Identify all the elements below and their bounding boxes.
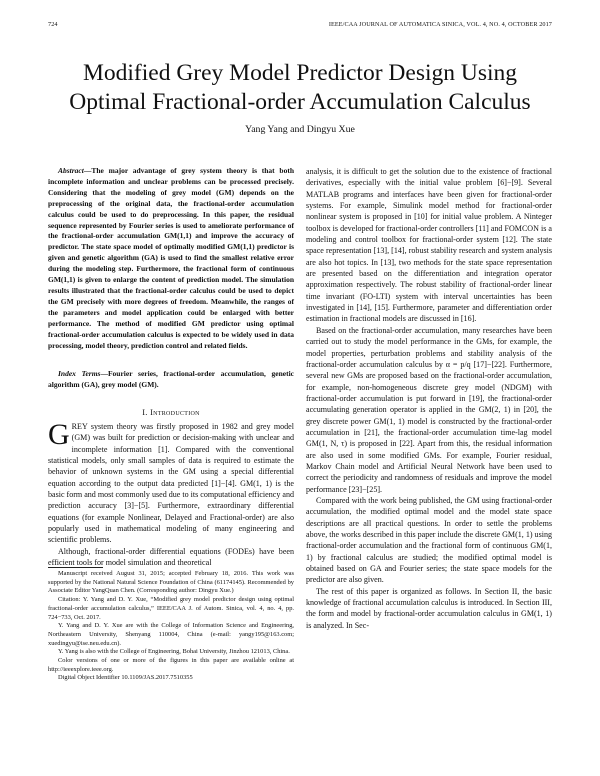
footnote-color-versions: Color versions of one or more of the figures in this paper are available online at http://ieeexplore.ieee.org.: [48, 657, 294, 673]
title-line-2: Optimal Fractional-order Accumulation Calculus: [69, 89, 531, 115]
intro-paragraph-2: Although, fractional-order differential equations (FODEs) have been efficient tools for model simulation and theoretical: [48, 546, 294, 568]
right-paragraph-2: Based on the fractional-order accumulation, many researches have been carried out to study the model performance in the GMs, for example, the model properties, perturbation problems and stability analysis of the fractional-order accumulation calculus by α = p/q [17]−[22]. Furthermore, several new GMs are proposed based on the fractional-order accumulation, for example, non-homogeneous discrete grey model (NDGM) with fractional-order accumulation is put forward in [19], the fractional-order accumulating generation operator is applied in the GM(2, 1) in [20], the grey discrete power GM(1, 1) model is constructed by the fractional-order accumulation in [21], the fractional-order accumulation time-lag model GM(1, N, τ) is proposed in [22]. Apart from this, the residual information are also used in some modified GMs. For example, Fourier residual, Markov Chain model and Artificial Neural Network have been used to correct the periodicity and randomness of residuals and improve the model performance [23]−[25].: [306, 325, 552, 494]
running-header: [48, 21, 552, 31]
footnote-manuscript: Manuscript received August 31, 2015; accepted February 18, 2016. This work was supported by the National Natural Science Foundation of China (61174145). Recommended by Associate Editor YangQuan Chen. (Corresponding author: Dingyu Xue.): [48, 570, 294, 595]
footnote-citation: Citation: Y. Yang and D. Y. Xue, “Modified grey model predictor design using optimal fractional-order accumulation calculus,” IEEE/CAA J. of Autom. Sinica, vol. 4, no. 4, pp. 724−733, Oct. 2017.: [48, 596, 294, 621]
paper-title: [40, 59, 560, 117]
index-terms: [48, 369, 294, 391]
right-column-body: [306, 166, 552, 631]
index-terms-text: —Fourier series, fractional-order accumulation, genetic algorithm (GA), grey model (GM).: [48, 369, 294, 389]
intro-paragraph-1: REY system theory was firstly proposed in 1982 and grey model (GM) was built for prediction or decision-making with unclear and incomplete information [1]. Compared with the conventional statistical models, only small samples of data is required to estimate the behavior of unknown systems in the GM using a special differential equation according to the output data predicted [1]−[4]. GM(1, 1) is the basic form and most commonly used due to its computational efficiency and prediction accuracy [3]−[5]. Furthermore, extraordinary differential equations (for example Nonlinear, Delayed and Fractional-order) are also popularly used in mathematical modeling of many engineering and scientific problems.: [48, 422, 294, 545]
footnote-affiliation-2: Y. Yang is also with the College of Engineering, Bohai University, Jinzhou 121013, China.: [58, 648, 290, 656]
right-paragraph-3: Compared with the work being published, the GM using fractional-order accumulation, the modified optimal model and the model state space descriptions are all practical questions. In order to settle the problems above, the works described in this paper include the discrete GM(1, 1) using fractional-order accumulation and the fractional form of continuous GM(1, 1) by fractional calculus are studied; the modified optimal model is obtained based on GA and Fourier series; the state space models for the predictor are also given.: [306, 495, 552, 585]
abstract-label: Abstract: [58, 166, 84, 175]
footnote-doi: Digital Object Identifier 10.1109/JAS.2017.7510355: [58, 674, 193, 682]
index-terms-label: Index Terms: [58, 369, 101, 378]
title-line-1: Modified Grey Model Predictor Design Using: [82, 60, 518, 86]
section-heading-introduction: I. Introduction: [142, 408, 200, 417]
author-list: Yang Yang and Dingyu Xue: [245, 124, 355, 135]
page-number: 724: [48, 21, 58, 28]
abstract: [48, 166, 294, 351]
drop-cap: G: [48, 418, 70, 451]
abstract-text: —The major advantage of grey system theory is that both incomplete information and unclear problems can be processed precisely. Considering that the modeling of grey model (GM) depends on the preprocessing of the original data, the fractional-order accumulation calculus could be used to do preprocessing. In this paper, the residual sequence represented by Fourier series is used to ameliorate performance of the fractional-order accumulation GM(1,1) and improve the accuracy of predictor. The state space model of optimally modified GM(1,1) predictor is given and genetic algorithm (GA) is used to find the smallest relative error during the modeling step. Furthermore, the fractional form of continuous GM(1,1) is given to enlarge the content of prediction model. The simulation results illustrated that the fractional-order calculus could be used to depict the GM precisely with more degrees of freedom. Meanwhile, the ranges of the parameters and model application could be enlarged with better performance. The method of modified GM predictor using optimal fractional-order accumulation calculus is expected to be widely used in data processing, model theory, prediction control and related fields.: [48, 166, 294, 350]
introduction-body: [48, 418, 294, 568]
right-paragraph-4: The rest of this paper is organized as follows. In Section II, the basic knowledge of fractional accumulation calculus is introduced. In Section III, the form and model by fractional-order accumulation calculus in GM(1, 1) is analyzed. In Sec-: [306, 586, 552, 630]
footnote-affiliation: Y. Yang and D. Y. Xue are with the College of Information Science and Engineering, Northeastern University, Shenyang 110004, China (e-mail: yangy195@163.com; xuedingyu@ise.neu.edu.cn).: [48, 622, 294, 647]
footnotes: [48, 570, 294, 683]
footnote-rule: [48, 567, 103, 568]
right-paragraph-1: analysis, it is difficult to get the solution due to the existence of fractional derivatives, especially with the initial value problem [6]−[9]. Several MATLAB programs and interfaces have been given for fractional-order systems. For example, Simulink model method for fractional-order nonlinear system is proposed in [10] for initial value problem. A Ninteger toolbox is developed for fractional-order controllers [11] and FOMCON is a modeling and control toolbox for fractional-order system [12]. The state space representation [13], [14], robust stability research and system analysis are also hot topics. In [13], two methods for the state space representation are presented based on the differentiation and integration operator approximation respectively. The robust stability of fractional-order linear time invariant (FO-LTI) system with interval uncertainties has been investigated in [14], [15]. Furthermore, parameter and differentiation order estimation in fractional models are discussed in [16].: [306, 167, 552, 324]
journal-name: IEEE/CAA JOURNAL OF AUTOMATICA SINICA, VOL. 4, NO. 4, OCTOBER 2017: [328, 21, 552, 28]
